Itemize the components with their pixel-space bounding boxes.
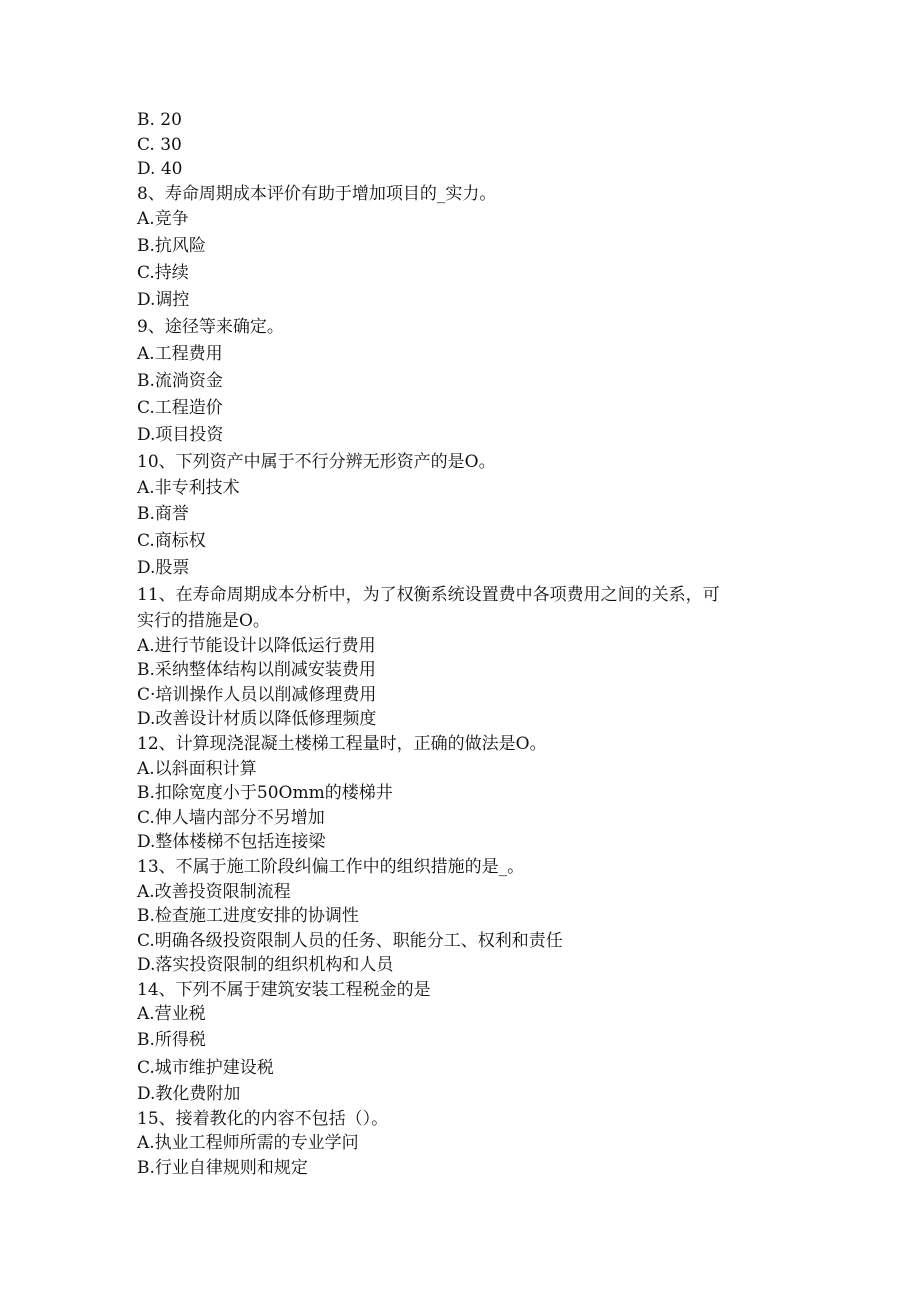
text-line: C.工程造价 (137, 398, 223, 419)
text-line: C.明确各级投资限制人员的任务、职能分工、权利和责任 (137, 930, 563, 951)
text-line: C. 30 (137, 134, 182, 155)
text-line: 10、下列资产中属于不行分辨无形资产的是O。 (137, 452, 496, 473)
text-line: 15、接着教化的内容不包括（）。 (137, 1108, 389, 1129)
text-line: 13、不属于施工阶段纠偏工作中的组织措施的是_。 (137, 856, 525, 877)
text-line: B.流淌资金 (137, 371, 223, 392)
document-page (137, 108, 797, 1180)
text-line: A.非专利技术 (137, 478, 240, 499)
text-line: D.整体楼梯不包括连接梁 (137, 832, 326, 853)
text-line: A.工程费用 (137, 344, 223, 365)
text-line: B.扣除宽度小于50Omm的楼梯井 (137, 783, 393, 804)
text-line: D.项目投资 (137, 425, 224, 446)
text-line: A.改善投资限制流程 (137, 881, 291, 902)
text-line: 8、寿命周期成本评价有助于增加项目的_实力。 (137, 183, 497, 204)
text-line: D.落实投资限制的组织机构和人员 (137, 955, 394, 976)
text-line: C.持续 (137, 263, 189, 284)
text-line: D.改善设计材质以降低修理频度 (137, 709, 377, 730)
text-line: 11、在寿命周期成本分析中，为了权衡系统设置费中各项费用之间的关系，可 (137, 584, 720, 605)
text-line: D.教化费附加 (137, 1084, 241, 1105)
text-line: B.所得税 (137, 1030, 206, 1051)
text-line: B. 20 (137, 110, 182, 130)
text-line: A.执业工程师所需的专业学问 (137, 1133, 359, 1154)
text-line: D.调控 (137, 290, 190, 311)
text-line: C·培训操作人员以削减修理费用 (137, 684, 377, 705)
text-line: B.检查施工进度安排的协调性 (137, 906, 359, 927)
text-line: C.伸人墙内部分不另增加 (137, 807, 325, 828)
text-line: B.商誉 (137, 503, 189, 524)
text-line: 实行的措施是O。 (137, 610, 270, 631)
text-line: D. 40 (137, 159, 183, 180)
text-line: C.城市维护建设税 (137, 1058, 274, 1079)
text-line: A.竞争 (137, 209, 189, 230)
text-line: 14、下列不属于建筑安装工程税金的是 (137, 979, 431, 1000)
text-line: B.行业自律规则和规定 (137, 1157, 308, 1178)
text-line: A.营业税 (137, 1004, 206, 1025)
text-line: 9、途径等来确定。 (137, 317, 284, 338)
text-line: B.采纳整体结构以削减安装费用 (137, 660, 376, 681)
text-line: B.抗风险 (137, 236, 206, 257)
text-line: A.进行节能设计以降低运行费用 (137, 635, 376, 656)
text-line: D.股票 (137, 557, 190, 578)
text-line: C.商标权 (137, 530, 206, 551)
text-line: A.以斜面积计算 (137, 758, 257, 779)
text-line: 12、计算现浇混凝土楼梯工程量时，正确的做法是O。 (137, 733, 547, 754)
